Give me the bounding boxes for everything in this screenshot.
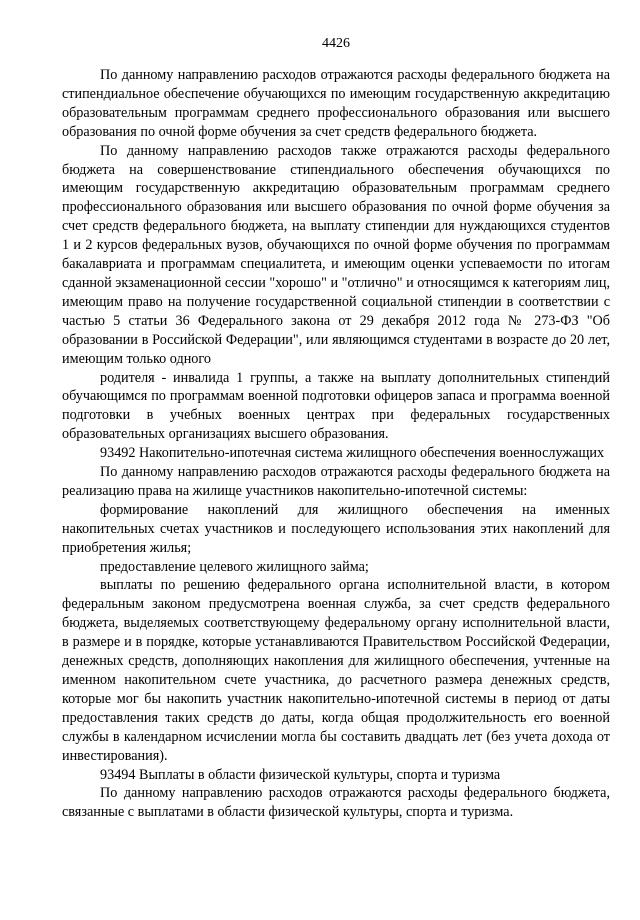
paragraph-sport-expenses: По данному направлению расходов отражаются расходы федерального бюджета, связанные с выплатами в области физической культуры, спорта и туризма.	[62, 785, 610, 821]
paragraph-stipend-continuation: родителя - инвалида 1 группы, а также на выплату дополнительных стипендий обучающимся по программам военной подготовки офицеров запаса и программа военной подготовки в учебных военных центрах при федеральных государственных образовательных организациях высшего образования.	[62, 369, 610, 443]
paragraph-housing-expenses: По данному направлению расходов отражаются расходы федерального бюджета на реализацию права на жилище участников накопительно-ипотечной системы:	[62, 464, 610, 499]
section-heading-93492: 93492 Накопительно-ипотечная система жилищного обеспечения военнослужащих	[100, 445, 605, 462]
paragraph-stipend-improvement: По данному направлению расходов также отражаются расходы федерального бюджета на совершенствование стипендиального обеспечения обучающихся по имеющим государственную аккредитацию образовательным программам среднего профессионального образования или высшего образования по очной форме обучения за счет средств федерального бюджета, на выплату стипендии для нуждающихся студентов 1 и 2 курсов федеральных вузов, обучающихся по очной форме обучения по программам бакалавриата и программам специалитета, и имеющим оценки успеваемости по итогам сданной экзаменационной сессии "хорошо" и "отлично" и относящимся к категориям лиц, имеющим право на получение государственной социальной стипендии в соответствии с частью 5 статьи 36 Федерального закона от 29 декабря 2012 года № 273-ФЗ "Об образовании в Российской Федерации", или являющимся студентами в возрасте до 20 лет, имеющим только одного	[62, 142, 610, 367]
list-item-target-loan: предоставление целевого жилищного займа;	[100, 558, 369, 575]
page-number: 4426	[322, 36, 350, 51]
list-item-savings-formation: формирование накоплений для жилищного обеспечения на именных накопительных счетах участников и последующего использования этих накоплений для приобретения жилья;	[62, 501, 610, 556]
list-item-payments-decision: выплаты по решению федерального органа исполнительной власти, в котором федеральным законом предусмотрена военная служба, за счет средств федерального бюджета, выделяемых соответствующему федеральному органу исполнительной власти, в размере и в порядке, которые устанавливаются Правительством Российской Федерации, денежных средств, дополняющих накопления для жилищного обеспечения, учтенные на именном накопительном счете участника, до расчетного размера денежных средств, которые мог бы накопить участник накопительно-ипотечной системы в период от даты предоставления таких средств до даты, когда общая продолжительность его военной службы в календарном исчислении могла бы составить двадцать лет (без учета дохода от инвестирования).	[62, 577, 610, 764]
section-heading-93494: 93494 Выплаты в области физической культуры, спорта и туризма	[100, 766, 501, 783]
paragraph-stipend-expenses: По данному направлению расходов отражаются расходы федерального бюджета на стипендиальное обеспечение обучающихся по имеющим государственную аккредитацию образовательным программам среднего профессионального образования или высшего образования по очной форме обучения за счет средств федерального бюджета.	[62, 67, 610, 140]
